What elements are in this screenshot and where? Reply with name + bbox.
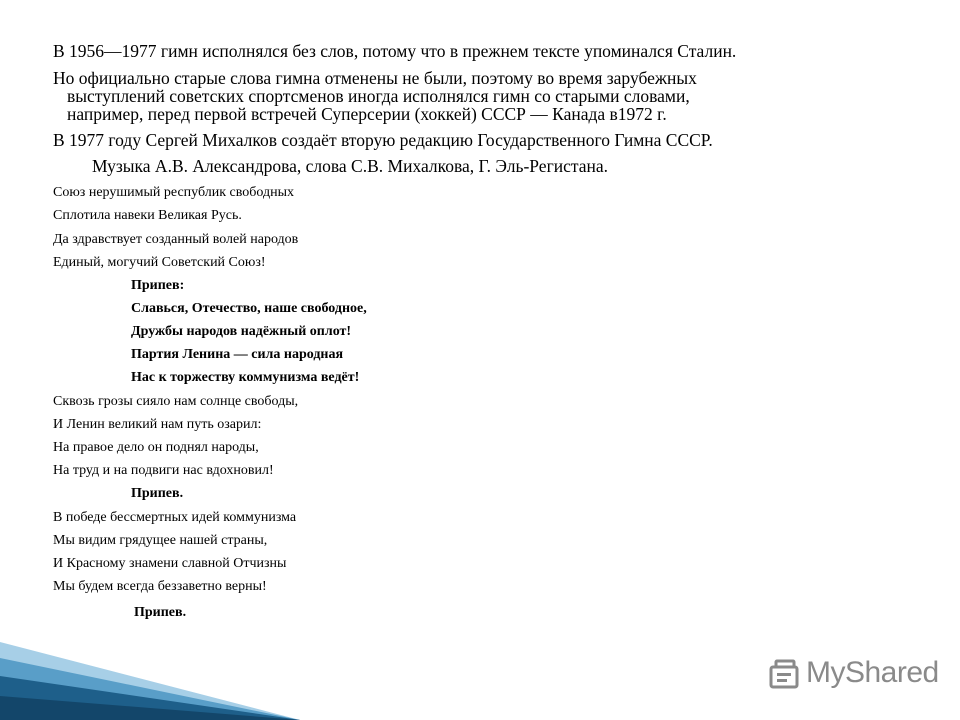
intro-paragraph-1: В 1956—1977 гимн исполнялся без слов, потому что в прежнем тексте упоминался Сталин. xyxy=(53,41,737,61)
verse-2-line-1: Сквозь грозы сияло нам солнце свободы, xyxy=(53,394,299,409)
verse-1-line-3: Да здравствует созданный волей народов xyxy=(53,232,299,247)
refrain-2: Припев. xyxy=(131,486,184,501)
verse-3-line-2: Мы видим грядущее нашей страны, xyxy=(53,533,268,548)
verse-2-line-3: На правое дело он поднял народы, xyxy=(53,440,259,455)
intro-paragraph-2-line-3: например, перед первой встречей Суперсерии (хоккей) СССР — Канада в1972 г. xyxy=(67,104,667,124)
myshared-logo-icon xyxy=(768,657,802,691)
verse-1-line-1: Союз нерушимый республик свободных xyxy=(53,185,294,200)
chorus-heading: Припев: xyxy=(131,278,185,293)
intro-paragraph-2-line-1: Но официально старые слова гимна отменены не были, поэтому во время зарубежных xyxy=(53,68,697,88)
verse-2-line-2: И Ленин великий нам путь озарил: xyxy=(53,417,262,432)
intro-paragraph-2-line-2: выступлений советских спортсменов иногда исполнялся гимн со старыми словами, xyxy=(67,86,690,106)
credits-line: Музыка А.В. Александрова, слова С.В. Михалкова, Г. Эль-Регистана. xyxy=(92,156,609,176)
verse-2-line-4: На труд и на подвиги нас вдохновил! xyxy=(53,463,274,478)
verse-3-line-4: Мы будем всегда беззаветно верны! xyxy=(53,579,267,594)
verse-1-line-2: Сплотила навеки Великая Русь. xyxy=(53,208,242,223)
verse-3-line-1: В победе бессмертных идей коммунизма xyxy=(53,510,297,525)
myshared-logo-text: MyShared xyxy=(806,656,939,689)
myshared-logo xyxy=(768,654,939,694)
verse-3-line-3: И Красному знамени славной Отчизны xyxy=(53,556,287,571)
refrain-3: Припев. xyxy=(134,605,187,620)
chorus-line-2: Дружбы народов надёжный оплот! xyxy=(131,324,352,339)
chorus-line-1: Славься, Отечество, наше свободное, xyxy=(131,301,367,316)
decorative-corner-stripes xyxy=(0,580,300,720)
intro-paragraph-3: В 1977 году Сергей Михалков создаёт вторую редакцию Государственного Гимна СССР. xyxy=(53,130,713,150)
verse-1-line-4: Единый, могучий Советский Союз! xyxy=(53,255,266,270)
chorus-line-4: Нас к торжеству коммунизма ведёт! xyxy=(131,370,360,385)
chorus-line-3: Партия Ленина — сила народная xyxy=(131,347,344,362)
